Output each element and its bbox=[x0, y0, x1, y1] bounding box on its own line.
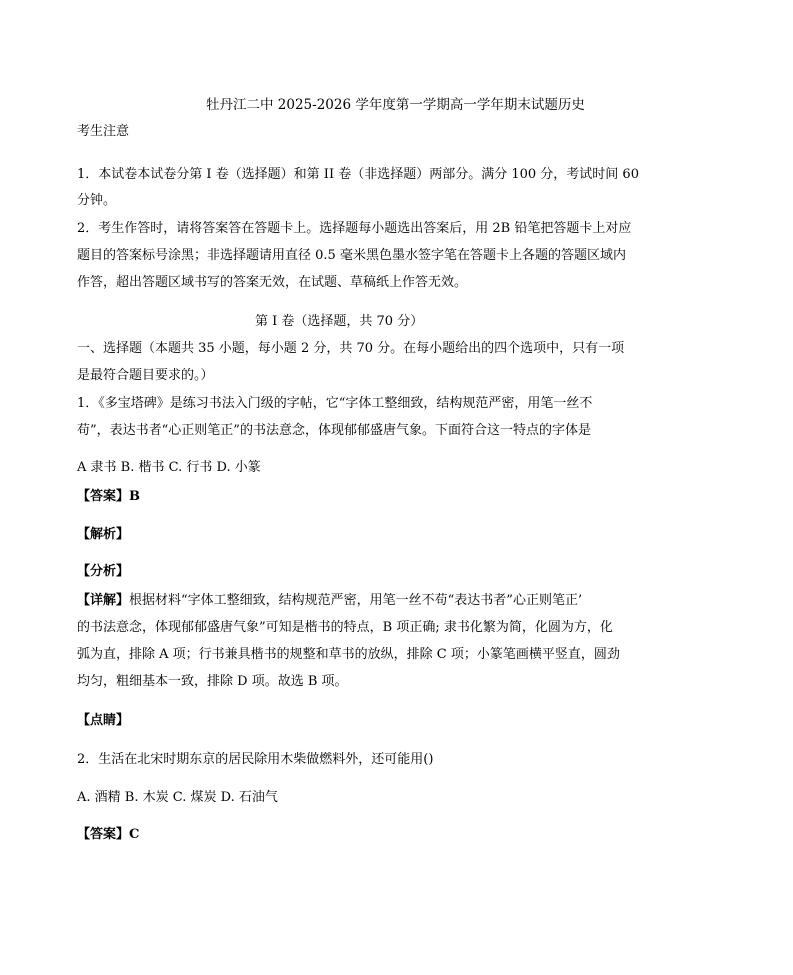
section-1-heading: 第 I 卷（选择题，共 70 分） bbox=[255, 314, 424, 329]
question-2-stem: 2．生活在北宋时期东京的居民除用木柴做燃料外，还可能用() bbox=[77, 752, 434, 767]
answer-value: B bbox=[129, 489, 141, 504]
question-1-stem-line-1: 1．《多宝塔碑》是练习书法入门级的字帖，它“字体工整细致，结构规范严密，用笔一丝不 bbox=[77, 396, 593, 411]
answer-value: C bbox=[129, 827, 140, 842]
notice-item-2-line-2: 题目的答案标号涂黑；非选择题请用直径 0.5 毫米黑色墨水签字笔在答题卡上各题的答题区域内 bbox=[77, 248, 626, 263]
notice-item-1-line-1: 1．本试卷本试卷分第 I 卷（选择题）和第 II 卷（非选择题）两部分。满分 100 分，考试时间 60 bbox=[77, 167, 639, 182]
notice-item-2-line-1: 2．考生作答时，请将答案答在答题卡上。选择题每小题选出答案后，用 2B 铅笔把答题卡上对应 bbox=[77, 221, 632, 236]
section-1-instruction-line-1: 一、选择题（本题共 35 小题，每小题 2 分，共 70 分。在每小题给出的四个选项中，只有一项 bbox=[77, 341, 625, 356]
question-1-options: A 隶书 B. 楷书 C. 行书 D. 小篆 bbox=[77, 460, 261, 475]
question-1-dianjing-label: 【点睛】 bbox=[77, 713, 130, 728]
answer-label: 【答案】 bbox=[77, 827, 130, 842]
question-1-detail-line-4: 均匀，粗细基本一致，排除 D 项。故选 B 项。 bbox=[77, 674, 348, 689]
question-1-detail-line-1 bbox=[77, 592, 582, 610]
question-1-answer bbox=[77, 488, 140, 506]
question-1-detail-line-2: 的书法意念，体现郁郁盛唐气象”可知是楷书的特点，B 项正确; 隶书化繁为简，化圆为方，化 bbox=[77, 620, 613, 635]
notice-item-2-line-3: 作答，超出答题区域书写的答案无效，在试题、草稿纸上作答无效。 bbox=[77, 275, 468, 290]
question-1-fenxi-label: 【分析】 bbox=[77, 564, 130, 579]
question-1-detail-line-3: 弧为直，排除 A 项；行书兼具楷书的规整和草书的放纵，排除 C 项；小篆笔画横平竖直，圆劲 bbox=[77, 647, 620, 662]
question-2-options: A. 酒精 B. 木炭 C. 煤炭 D. 石油气 bbox=[77, 790, 278, 805]
question-1-jiexi-label: 【解析】 bbox=[77, 527, 130, 542]
notice-heading: 考生注意 bbox=[77, 124, 130, 139]
detail-text: 根据材料“字体工整细致，结构规范严密，用笔一丝不苟“表达书者”心正则笔正’ bbox=[129, 593, 583, 608]
question-2-answer bbox=[77, 826, 139, 844]
section-1-instruction-line-2: 是最符合题目要求的。） bbox=[77, 368, 214, 383]
detail-label: 【详解】 bbox=[77, 593, 130, 608]
notice-item-1-line-2: 分钟。 bbox=[77, 193, 117, 208]
exam-title: 牡丹江二中 2025-2026 学年度第一学期高一学年期末试题历史 bbox=[206, 97, 585, 113]
answer-label: 【答案】 bbox=[77, 489, 130, 504]
question-1-stem-line-2: 苟”，表达书者“心正则笔正”的书法意念，体现郁郁盛唐气象。下面符合这一特点的字体是 bbox=[77, 423, 591, 438]
